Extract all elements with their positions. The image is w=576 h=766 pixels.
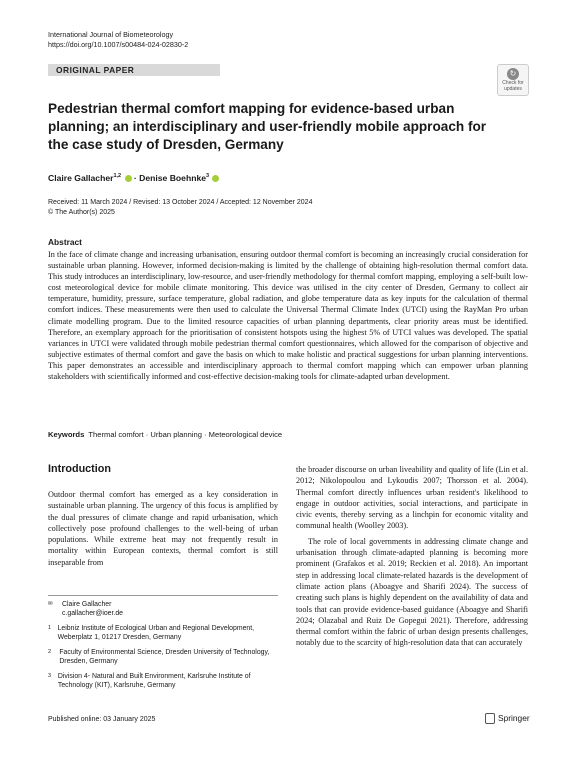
orcid-icon[interactable] xyxy=(125,175,132,182)
affiliation-item xyxy=(48,648,278,666)
affiliation-number: 1 xyxy=(48,625,52,631)
published-date: Published online: 03 January 2025 xyxy=(48,716,156,723)
author-affiliation-sup: 1,2 xyxy=(113,173,122,180)
springer-horse-icon xyxy=(485,713,495,724)
affiliation-item xyxy=(48,624,278,642)
orcid-icon[interactable] xyxy=(212,175,219,182)
journal-header xyxy=(48,30,188,50)
paper-title: Pedestrian thermal comfort mapping for evidence-based urban planning; an interdisciplinary and user-friendly mobile approach for the case study of Dresden, Germany xyxy=(48,101,487,152)
keywords-values: Thermal comfort · Urban planning · Meteorological device xyxy=(88,430,283,439)
intro-paragraph-left: Outdoor thermal comfort has emerged as a key consideration in sustainable urban planning. The urgency of this focus is amplified by the dual pressures of climate change and rapid urbanisation, which collectively pose profound challenges to the well-being of urban populations. While extreme heat may not frequently result in mortality within European contexts, thermal comfort is still inseparable from xyxy=(48,490,278,567)
check-updates-label-1: Check for xyxy=(502,80,524,86)
keywords-label: Keywords xyxy=(48,430,85,439)
keywords xyxy=(48,430,282,439)
contact-email[interactable]: c.gallacher@ioer.de xyxy=(62,610,124,617)
correspondence-block xyxy=(48,595,278,690)
author-list xyxy=(48,173,219,183)
doi-link[interactable]: https://doi.org/10.1007/s00484-024-02830-2 xyxy=(48,40,189,49)
author-name[interactable]: Claire Gallacher xyxy=(48,173,114,183)
affiliation-number: 3 xyxy=(48,673,52,679)
envelope-icon: ✉ xyxy=(48,601,53,607)
author-separator: · xyxy=(133,173,140,183)
abstract-heading: Abstract xyxy=(48,237,82,247)
publisher-name: Springer xyxy=(498,713,530,723)
affiliation-text: Division 4- Natural and Built Environment, Karlsruhe Institute of Technology (KIT), Karlsruhe, Germany xyxy=(57,673,251,689)
publisher-logo xyxy=(485,713,530,724)
abstract-body: In the face of climate change and increasing urbanisation, ensuring outdoor thermal comfort is becoming an increasingly crucial consideration for sustainable urban planning. However, informed decision-making is limited by the challenge of obtaining high-resolution thermal comfort data. This study introduces an interdisciplinary, low-resource, and user-friendly methodology for thermal comfort mapping, employing a self-built low-cost meteorological device for mobile climate monitoring. This device was utilised in the city center of Dresden, Germany to collect air temperature, humidity, pressure, surface temperature, global radiation, and globe temperature data as key inputs for the calculation of thermal comfort indices. These measurements were then used to calculate the Universal Thermal Climate Index (UTCI) using the RayMan Pro urban climate modelling program. Due to the limited resource capacities of urban planning departments, clear priority areas must be identified. Therefore, an exemplary approach for the prioritisation of consistent hotspots using the highest 5% of UTCI values was developed. The spatial variances in UTCI were validated through mobile pedestrian thermal comfort questionnaires, which allowed for the comparison of objective and subjective estimates of thermal comfort and gave the basis on which to make holistic and practical suggestions for urban planning interventions. This paper demonstrates an accessible and interdisciplinary approach to thermal comfort mapping which can empower urban planning stakeholders with scientifically informed and cost-effective decision-making tools for climate-adapted urban development. xyxy=(48,250,528,382)
affiliation-item xyxy=(48,672,278,690)
journal-name: International Journal of Biometeorology xyxy=(48,30,174,39)
article-dates xyxy=(48,198,312,217)
intro-column-right xyxy=(296,464,528,649)
received-dates: Received: 11 March 2024 / Revised: 13 October 2024 / Accepted: 12 November 2024 xyxy=(48,199,313,206)
affiliation-number: 2 xyxy=(48,649,52,655)
copyright: © The Author(s) 2025 xyxy=(48,208,115,216)
refresh-icon: ↻ xyxy=(507,68,519,80)
section-heading: Introduction xyxy=(48,463,111,475)
author-affiliation-sup: 3 xyxy=(206,173,210,180)
intro-paragraph: The role of local governments in addressing climate change and urbanisation through climate-adapted planning is becoming more prominent (Grafakos et al. 2019; Reckien et al. 2018). An important step in addressing local climate-related hazards is the development of climate action plans (Aboagye and Sharifi 2024). The success of creating such plans is highly dependent on the availability of data and tools that can provide evidence-based guidance (Aboagye and Sharifi 2024; Olazabal and Ruiz De Gopegui 2021). Therefore, addressing thermal comfort within the fabric of urban design presents challenges, notably due to the scarcity of high-resolution data that can accurately xyxy=(296,536,528,648)
contact-row xyxy=(48,600,278,618)
paper-type-badge: ORIGINAL PAPER xyxy=(48,64,220,76)
contact-name: Claire Gallacher xyxy=(62,601,112,608)
check-updates-label-2: updates xyxy=(504,85,522,92)
intro-paragraph: the broader discourse on urban liveability and quality of life (Lin et al. 2012; Nikolopoulou and Lykoudis 2007; Thorsson et al. 2004). Thermal comfort directly influences urban resident's likelihood to engage in outdoor activities, social interactions, and participate in civic events, thereby serving as a linchpin for economic vitality and communal health (Woolley 2003). xyxy=(296,465,528,531)
affiliation-text: Leibniz Institute of Ecological Urban and Regional Development, Weberplatz 1, 01217 Dresden, Germany xyxy=(57,625,255,641)
affiliation-text: Faculty of Environmental Science, Dresden University of Technology, Dresden, Germany xyxy=(59,649,270,665)
author-name[interactable]: Denise Boehnke xyxy=(139,173,207,183)
check-for-updates-button[interactable] xyxy=(497,64,529,96)
